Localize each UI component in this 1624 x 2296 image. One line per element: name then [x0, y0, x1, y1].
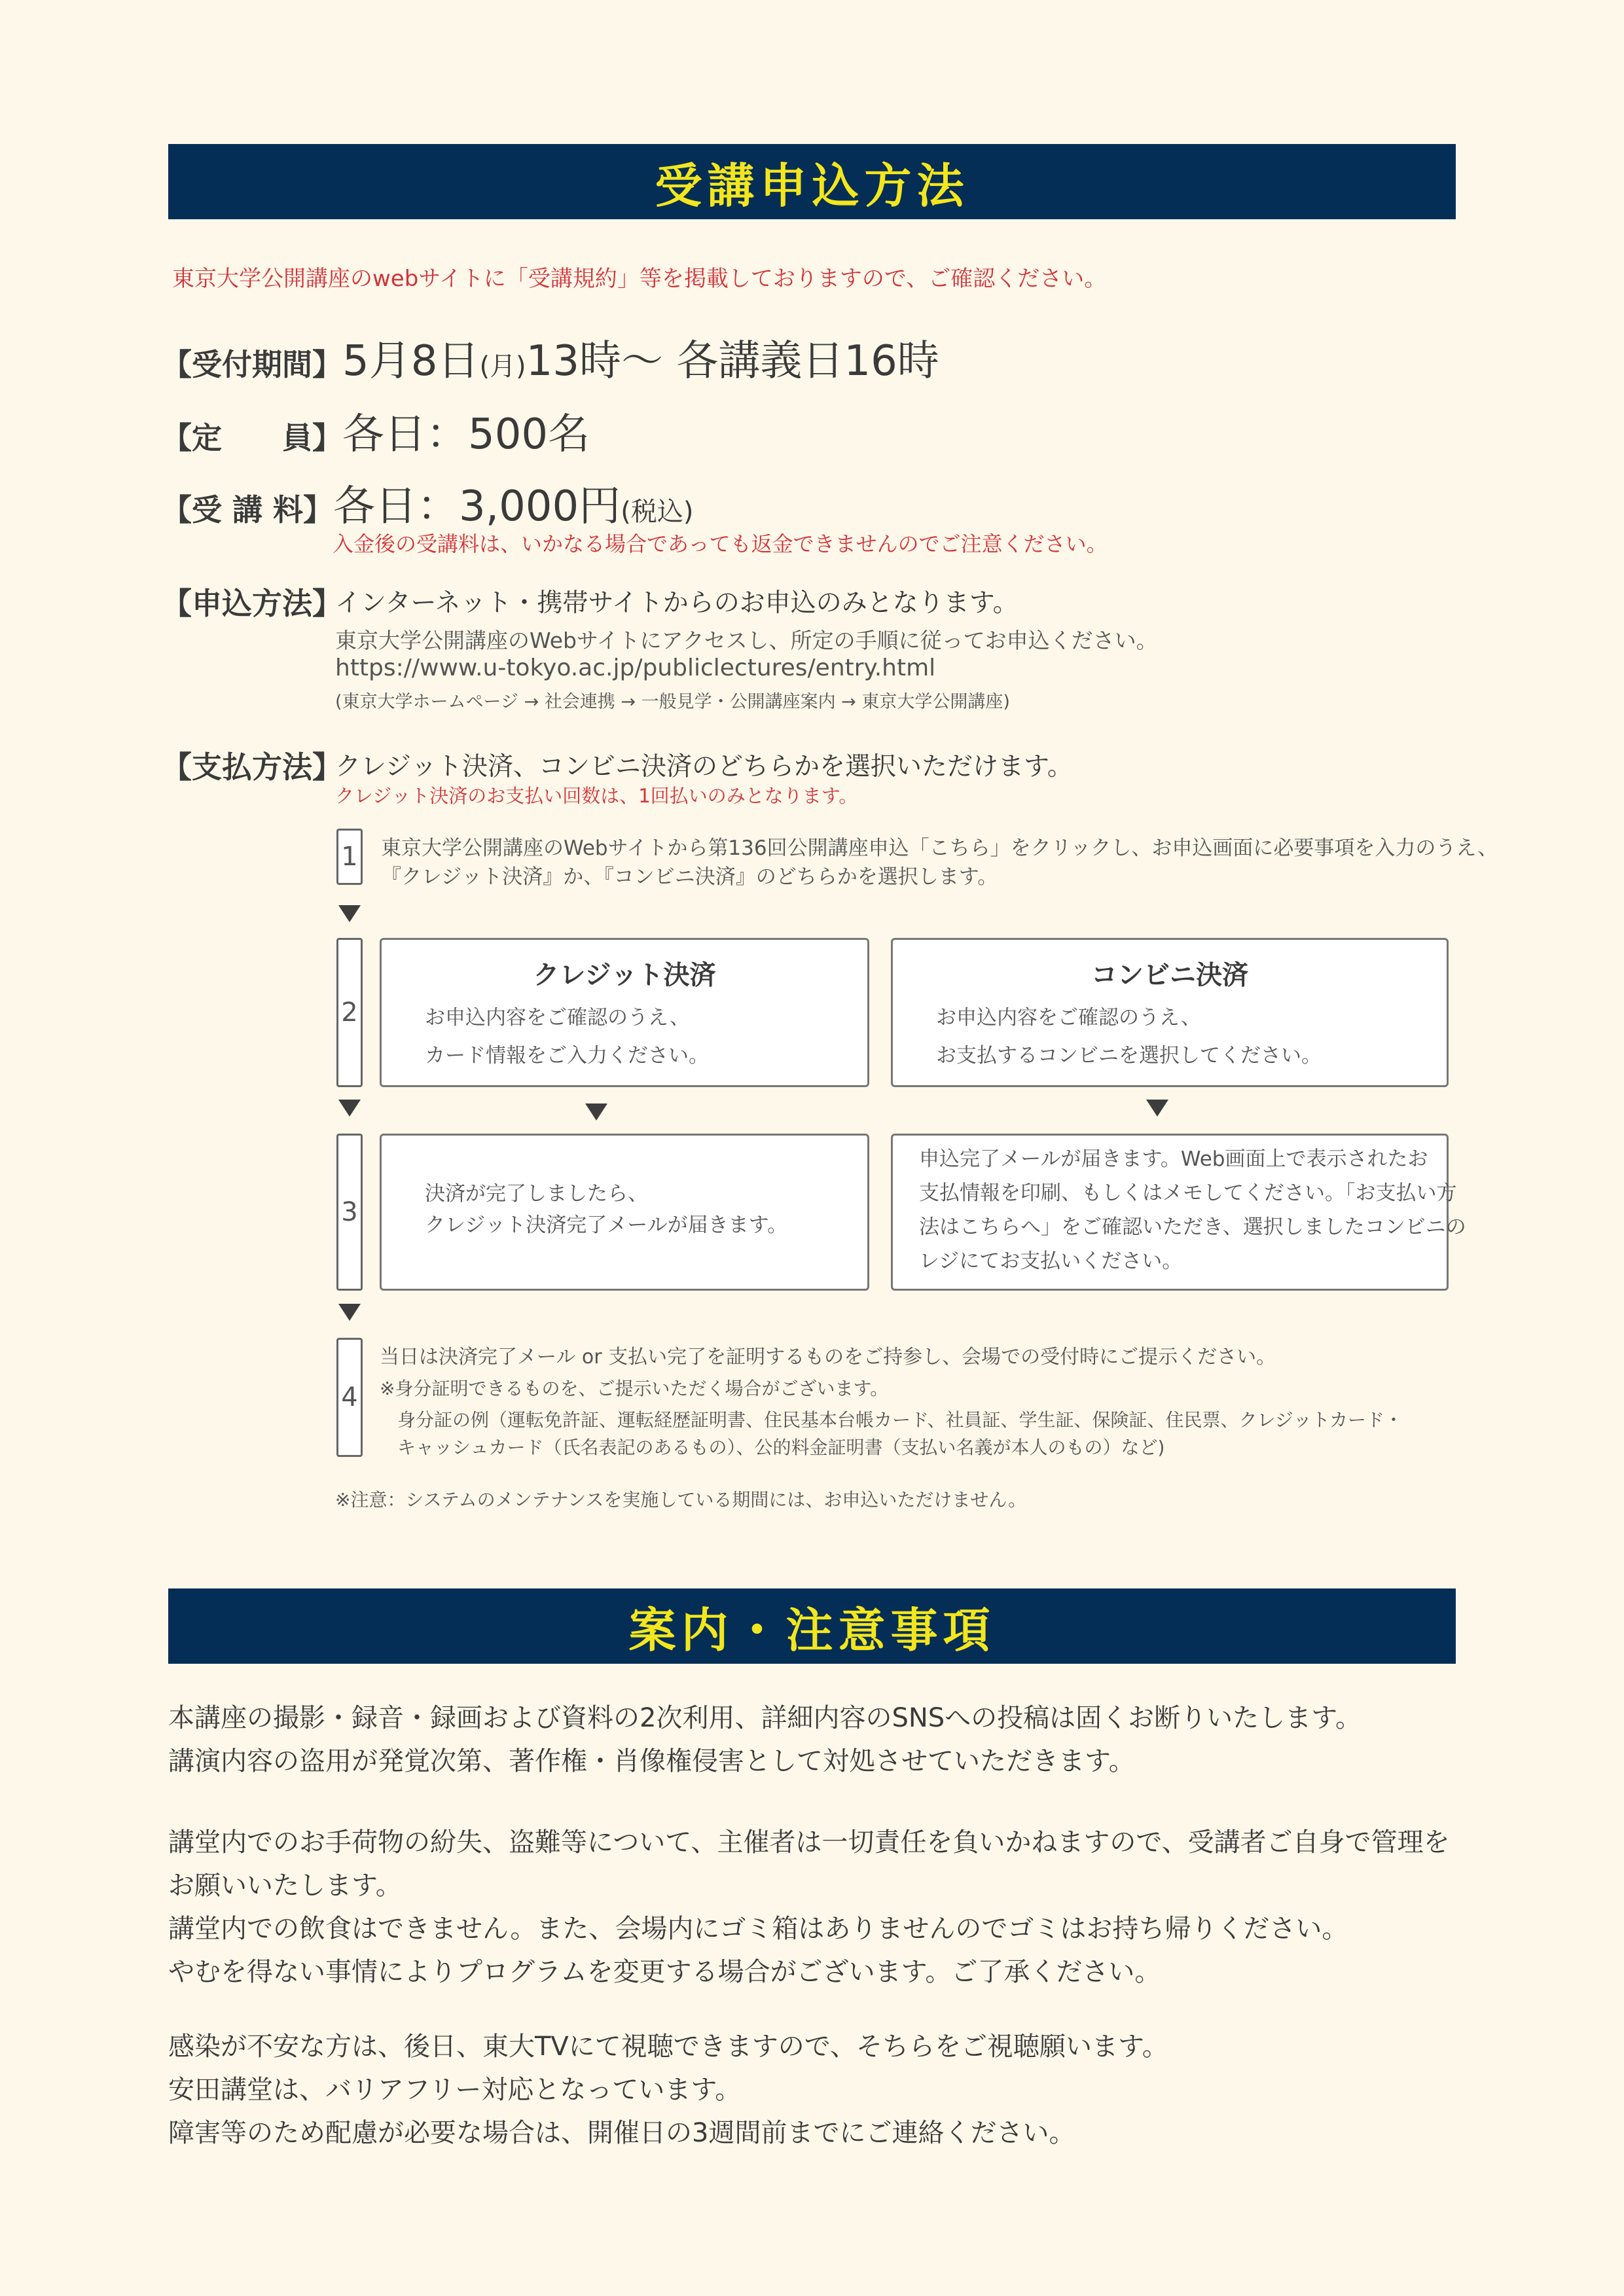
- conv-s3-line1: 申込完了メールが届きます。Web画面上で表示されたお: [919, 1147, 1428, 1171]
- payment-line1: クレジット決済、コンビニ決済のどちらかを選択いただけます。: [335, 752, 1073, 781]
- fee-value: 各日：3,000円: [333, 482, 621, 531]
- credit-title: クレジット決済: [533, 960, 716, 990]
- conv-s3-line2: 支払情報を印刷、もしくはメモしてください。「お支払い方: [919, 1181, 1457, 1205]
- step-1-line1: 東京大学公開講座のWebサイトから第136回公開講座申込「こちら」をクリックし、お申込画面に必要事項を入力のうえ、: [381, 836, 1498, 860]
- notes-p2-line2: お願いいたします。: [168, 1871, 402, 1901]
- step-1-number: 1: [336, 829, 363, 885]
- credit-step-3-box: [380, 1134, 869, 1291]
- notes-p3-line3: 障害等のため配慮が必要な場合は、開催日の3週間前までにご連絡ください。: [168, 2118, 1075, 2148]
- notes-p1-line1: 本講座の撮影・録音・録画および資料の2次利用、詳細内容のSNSへの投稿は固くお断りいたします。: [168, 1703, 1362, 1733]
- conv-s3-line4: レジにてお支払いください。: [919, 1249, 1183, 1273]
- conv-s3-line3: 法はこちらへ」をご確認いただき、選択しましたコンビニの: [919, 1215, 1466, 1239]
- convenience-step-2-box: [891, 938, 1449, 1087]
- credit-s3-line2: クレジット決済完了メールが届きます。: [425, 1213, 788, 1237]
- fee-tax: (税込): [621, 497, 694, 527]
- capacity-value: 各日：500名: [342, 410, 590, 459]
- capacity-row: [162, 401, 590, 461]
- credit-arrow-icon: [585, 1103, 607, 1121]
- conv-s2-line1: お申込内容をご確認のうえ、: [936, 1006, 1201, 1030]
- fee-label: 【受 講 料】: [162, 492, 334, 528]
- reception-label: 【受付期間】: [162, 347, 342, 382]
- step-arrow-icon: [338, 1304, 361, 1321]
- notes-p2-line4: やむを得ない事情によりプログラムを変更する場合がございます。ご了承ください。: [168, 1957, 1161, 1987]
- step-1-line2: 『クレジット決済』か、『コンビニ決済』のどちらかを選択します。: [381, 865, 998, 889]
- section-title-application: 受講申込方法: [168, 144, 1456, 219]
- step-4-line3: 身分証の例（運転免許証、運転経歴証明書、住民基本台帳カード、社員証、学生証、保険証、住民票、クレジットカード・: [397, 1409, 1403, 1431]
- notes-p2-line1: 講堂内でのお手荷物の紛失、盗難等について、主催者は一切責任を負いかねますので、受講者ご自身で管理を: [168, 1827, 1450, 1857]
- step-3-number: 3: [336, 1134, 363, 1291]
- payment-label: 【支払方法】: [162, 749, 342, 785]
- fee-row: [162, 473, 693, 533]
- convenience-title: コンビニ決済: [1091, 960, 1248, 990]
- reception-time: 13時〜 各講義日16時: [526, 337, 939, 386]
- terms-notice: 東京大学公開講座のwebサイトに「受講規約」等を掲載しておりますので、ご確認ください。: [172, 266, 1107, 292]
- section-title-notes: 案内・注意事項: [168, 1588, 1456, 1664]
- step-4-number: 4: [336, 1338, 363, 1457]
- step-4-line4: キャッシュカード（氏名表記のあるもの）、公的料金証明書（支払い名義が本人のもの）など): [397, 1437, 1165, 1458]
- notes-p2-line3: 講堂内での飲食はできません。また、会場内にゴミ箱はありませんのでゴミはお持ち帰りください。: [168, 1914, 1348, 1944]
- entry-url[interactable]: https://www.u-tokyo.ac.jp/publiclectures/entry.html: [335, 655, 936, 681]
- step-arrow-icon: [338, 905, 361, 922]
- reception-date: 5月8日: [342, 337, 480, 386]
- reception-weekday: (月): [479, 351, 526, 382]
- step-2-number: 2: [336, 938, 363, 1087]
- notes-p3-line2: 安田講堂は、バリアフリー対応となっています。: [168, 2075, 742, 2105]
- notes-p3-line1: 感染が不安な方は、後日、東大TVにて視聴できますので、そちらをご視聴願います。: [168, 2032, 1168, 2062]
- credit-s2-line2: カード情報をご入力ください。: [425, 1044, 709, 1067]
- reception-row: [162, 327, 939, 387]
- credit-s3-line1: 決済が完了しましたら、: [425, 1182, 648, 1206]
- site-path: (東京大学ホームページ → 社会連携 → 一般見学・公開講座案内 → 東京大学公開講座): [335, 692, 1010, 712]
- step-4-line1: 当日は決済完了メール or 支払い完了を証明するものをご持参し、会場での受付時にご提示ください。: [380, 1346, 1276, 1369]
- credit-s2-line1: お申込内容をご確認のうえ、: [425, 1006, 690, 1030]
- step-arrow-icon: [338, 1100, 361, 1117]
- step-4-line2: ※身分証明できるものを、ご提示いただく場合がございます。: [380, 1378, 889, 1399]
- convenience-arrow-icon: [1146, 1100, 1168, 1117]
- refund-notice: 入金後の受講料は、いかなる場合であっても返金できませんのでご注意ください。: [333, 531, 1108, 556]
- maintenance-caution: ※注意：システムのメンテナンスを実施している期間には、お申込いただけません。: [335, 1489, 1027, 1511]
- capacity-label: 【定 員】: [162, 420, 342, 456]
- apply-label: 【申込方法】: [162, 586, 342, 621]
- apply-line1: インターネット・携帯サイトからのお申込のみとなります。: [335, 588, 1019, 618]
- installment-note: クレジット決済のお支払い回数は、1回払いのみとなります。: [335, 785, 858, 807]
- conv-s2-line2: お支払するコンビニを選択してください。: [936, 1044, 1322, 1067]
- credit-step-2-box: [380, 938, 869, 1087]
- apply-line2: 東京大学公開講座のWebサイトにアクセスし、所定の手順に従ってお申込ください。: [335, 628, 1158, 653]
- convenience-step-3-box: [891, 1134, 1466, 1291]
- notes-p1-line2: 講演内容の盗用が発覚次第、著作権・肖像権侵害として対処させていただきます。: [168, 1746, 1135, 1776]
